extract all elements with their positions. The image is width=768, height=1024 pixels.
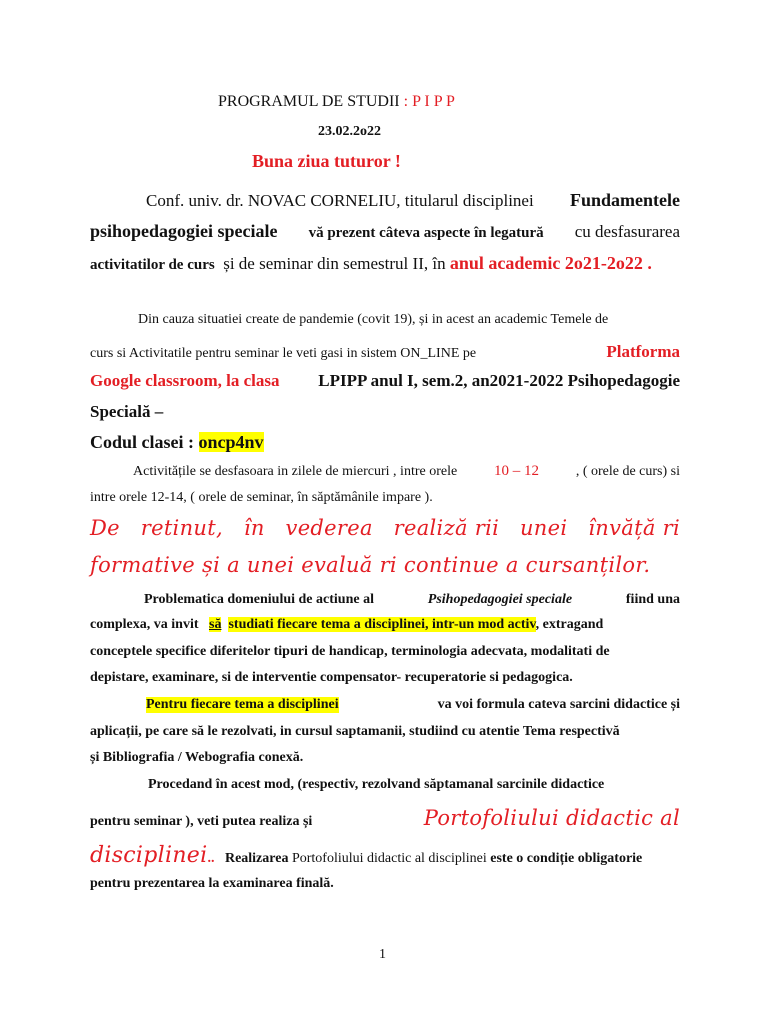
notice-word: unei bbox=[519, 516, 568, 540]
portfolio-line-3 bbox=[90, 843, 680, 868]
portfolio-title: Portofoliului didactic al bbox=[423, 806, 680, 830]
platform-class: Google classroom, la clasa bbox=[90, 371, 280, 390]
course-name-part-2: psihopedagogiei speciale bbox=[90, 221, 278, 241]
intro-text: Conf. univ. dr. NOVAC CORNELIU, titularul disciplinei bbox=[146, 191, 534, 210]
notice-word: vederea bbox=[285, 516, 373, 540]
academic-year: anul academic 2o21-2o22 . bbox=[449, 253, 652, 273]
discipline-name: Psihopedagogiei speciale bbox=[427, 592, 573, 607]
pandemic-line-3 bbox=[90, 371, 680, 391]
intro-text: și de seminar din semestrul II, în bbox=[223, 254, 446, 273]
problem-text: complexa, va invit bbox=[90, 617, 199, 632]
portfolio-discipline: disciplinei bbox=[90, 843, 208, 868]
problem-line-4: depistare, examinare, si de interventie compensator- recuperatorie si pedagogica. bbox=[90, 670, 573, 685]
schedule-text: Activitățile se desfasoara in zilele de miercuri , intre orele bbox=[133, 464, 458, 479]
problem-text: Problematica domeniului de actiune al bbox=[144, 592, 374, 607]
schedule-text: , ( orele de curs) si bbox=[575, 464, 680, 479]
problem-line-3: conceptele specifice diferitelor tipuri de handicap, terminologia adecvata, modalitati de bbox=[90, 644, 610, 659]
program-name: : P I P P bbox=[403, 93, 455, 110]
portfolio-line-1: Procedand în acest mod, (respectiv, rezolvand săptamanal sarcinile didactice bbox=[148, 777, 605, 792]
portfolio-text: Portofoliului didactic al disciplinei bbox=[291, 851, 487, 866]
portfolio-text: Realizarea bbox=[224, 851, 289, 866]
problem-line-1 bbox=[90, 592, 680, 608]
pandemic-line-4: Specială – bbox=[90, 402, 164, 421]
schedule-line-2: intre orele 12-14, ( orele de seminar, în săptămânile impare ). bbox=[90, 490, 433, 505]
intro-line-3 bbox=[90, 253, 680, 274]
course-name-part-1: Fundamentele bbox=[570, 190, 680, 210]
pandemic-line-1: Din cauza situatiei create de pandemie (covit 19), și in acest an academic Temele de bbox=[138, 312, 609, 327]
class-name: LPIPP anul I, sem.2, an2021-2022 Psihopedagogie bbox=[318, 371, 680, 390]
pandemic-line-2 bbox=[90, 342, 680, 362]
tasks-line-3: și Bibliografia / Webografia conexă. bbox=[90, 750, 304, 765]
intro-line-2 bbox=[90, 221, 680, 242]
portfolio-line-4: pentru prezentarea la examinarea finală. bbox=[90, 876, 334, 891]
portfolio-text: este o condiție obligatorie bbox=[490, 851, 643, 866]
problem-line-2 bbox=[90, 617, 680, 633]
intro-text: cu desfasurarea bbox=[574, 222, 680, 241]
document-date: 23.02.2o22 bbox=[318, 124, 381, 139]
class-code-value: oncp4nv bbox=[198, 432, 264, 452]
intro-text: vă prezent câteva aspecte în legatură bbox=[308, 225, 544, 241]
program-title bbox=[218, 93, 768, 111]
notice-word: realiză rii bbox=[393, 516, 500, 540]
intro-text: activitatilor de curs bbox=[90, 257, 215, 273]
greeting: Buna ziua tuturor ! bbox=[252, 151, 401, 171]
portfolio-text: pentru seminar ), veti putea realiza și bbox=[90, 814, 313, 829]
notice-word: De bbox=[90, 516, 120, 540]
tasks-text: va voi formula cateva sarcini didactice și bbox=[437, 697, 680, 712]
tasks-line-1 bbox=[90, 697, 680, 713]
portfolio-line-2 bbox=[90, 806, 680, 830]
tasks-line-2: aplicații, pe care să le rezolvati, in cursul saptamanii, studiind cu atentie Tema respectivă bbox=[90, 724, 620, 739]
class-code-label: Codul clasei : bbox=[90, 432, 195, 452]
intro-line-1 bbox=[90, 190, 680, 211]
portfolio-dots: .. bbox=[207, 851, 215, 866]
notice-word: retinut, bbox=[140, 516, 223, 540]
highlight-invite: să bbox=[209, 617, 222, 632]
highlight-study: studiati fiecare tema a disciplinei, intr-un mod activ bbox=[228, 617, 536, 632]
highlight-each-theme: Pentru fiecare tema a disciplinei bbox=[146, 697, 339, 712]
class-code bbox=[90, 432, 680, 453]
notice-line-2: formative și a unei evaluă ri continue a cursanților. bbox=[90, 553, 651, 577]
notice-word: în bbox=[243, 516, 265, 540]
notice-line-1 bbox=[90, 516, 680, 540]
page-number: 1 bbox=[379, 947, 386, 962]
problem-text: fiind una bbox=[625, 592, 680, 607]
problem-text: , extragand bbox=[535, 617, 604, 632]
program-label: PROGRAMUL DE STUDII bbox=[218, 93, 404, 110]
pandemic-text: curs si Activitatile pentru seminar le veti gasi in sistem ON_LINE pe bbox=[90, 346, 477, 361]
platform-label: Platforma bbox=[606, 342, 680, 361]
schedule-line-1 bbox=[90, 463, 680, 480]
notice-word: învăță ri bbox=[588, 516, 680, 540]
course-hours: 10 – 12 bbox=[494, 463, 539, 479]
